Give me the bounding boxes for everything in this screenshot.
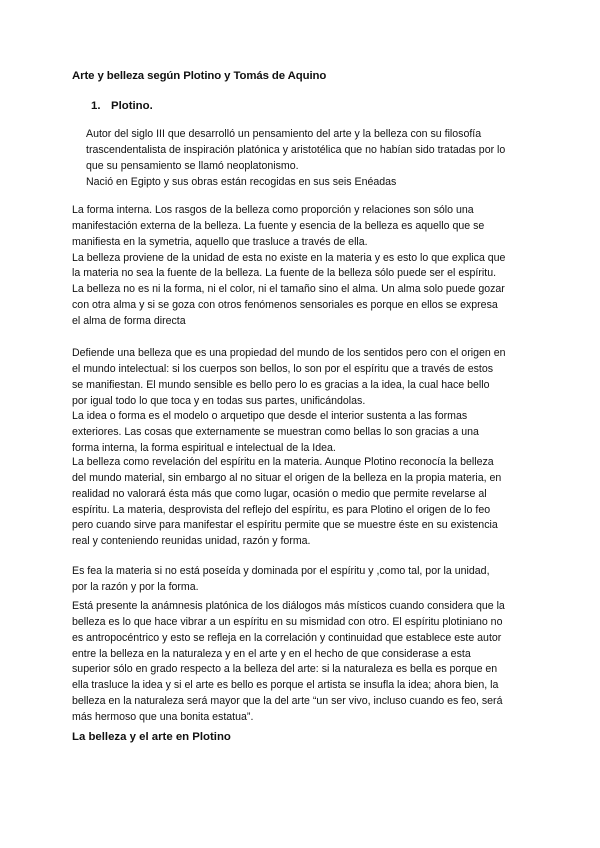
paragraph-line: la materia no sea la fuente de la belleza. La fuente de la belleza sólo puede ser el espíritu. <box>72 267 497 280</box>
paragraph-line: por la razón y por la forma. <box>72 580 199 593</box>
paragraph-line: superior sólo en grado respecto a la belleza del arte: si la naturaleza es bella es porque en <box>72 663 498 676</box>
paragraph-line: entre la belleza en la naturaleza y en el arte y en el hecho de que considerase a esta <box>72 647 471 660</box>
paragraph-line: con otra alma y si se goza con otros fenómenos sensoriales es porque en ellos se expresa <box>72 299 498 312</box>
paragraph-line: trascendentalista de inspiración platónica y aristotélica que no habían sido tratadas por lo <box>86 143 506 156</box>
paragraph-line: Defiende una belleza que es una propiedad del mundo de los sentidos pero con el origen en <box>72 347 506 359</box>
section-heading <box>91 100 153 112</box>
paragraph-line: exteriores. Las cosas que externamente se muestran como bellas lo son gracias a una <box>72 426 479 439</box>
paragraph-line: el alma de forma directa <box>72 314 186 327</box>
paragraph-line: Autor del siglo III que desarrolló un pensamiento del arte y la belleza con su filosofía <box>86 128 482 140</box>
paragraph-line: espíritu. La materia, desprovista del reflejo del espíritu, es para Plotino el origen de lo feo <box>72 503 491 516</box>
paragraph-line: Está presente la anámnesis platónica de los diálogos más místicos cuando considera que la <box>72 600 505 612</box>
subsection-heading: La belleza y el arte en Plotino <box>72 731 231 743</box>
paragraph-line: pero cuando sirve para manifestar el espíritu permite que se muestre éste en su existencia <box>72 519 498 532</box>
paragraph-line: más hermoso que una bonita estatua”. <box>72 710 254 723</box>
paragraph-line: manifiesta en la symetria, aquello que trasluce a través de ella. <box>72 235 368 248</box>
section-number: 1. <box>91 100 101 112</box>
paragraph-line: La belleza proviene de la unidad de esta no existe en la materia y es esto lo que explica que <box>72 251 506 264</box>
paragraph-line: Nació en Egipto y sus obras están recogidas en sus seis Enéadas <box>86 175 397 188</box>
paragraph-mundo-sensible <box>72 346 505 457</box>
paragraph-revelacion <box>72 455 501 550</box>
paragraph-line: que su pensamiento se llamó neoplatonismo. <box>86 159 299 172</box>
paragraph-line: Es fea la materia si no está poseída y dominada por el espíritu y ,como tal, por la unidad, <box>72 565 490 577</box>
paragraph-line: realidad no valorará ésta más que como lugar, ocasión o medio que permite revelarse al <box>72 487 487 500</box>
paragraph-anamnesis <box>72 599 505 726</box>
paragraph-line: forma interna, la forma espiritual e intelectual de la Idea. <box>72 442 336 455</box>
paragraph-line: ella trasluce la idea y si el arte es bello es porque el artista se insufla la idea; ahora bien, la <box>72 679 499 692</box>
paragraph-line: por igual todo lo que toca y en todas sus partes, unificándolas. <box>72 394 366 407</box>
paragraph-line: La forma interna. Los rasgos de la belleza como proporción y relaciones son sólo una <box>72 204 474 216</box>
paragraph-line: La idea o forma es el modelo o arquetipo que desde el interior sustenta a las formas <box>72 410 468 423</box>
paragraph-line: belleza es lo que hace vibrar a un espíritu en su mismidad con otro. El espíritu plotiniano no <box>72 615 503 628</box>
paragraph-materia-fea <box>72 564 490 596</box>
paragraph-line: se manifiestan. El mundo sensible es bello pero lo es gracias a la idea, la cual hace bello <box>72 378 490 391</box>
paragraph-forma-interna <box>72 203 505 330</box>
paragraph-line: belleza en la naturaleza será mayor que la del arte “un ser vivo, incluso cuando es feo, será <box>72 695 503 708</box>
paragraph-line: el mundo intelectual: si los cuerpos son bellos, lo son por el espíritu que a través de estos <box>72 362 494 375</box>
paragraph-line: del mundo material, sin embargo al no situar el origen de la belleza en la propia materia, en <box>72 471 502 484</box>
section-heading-text: Plotino. <box>111 100 153 112</box>
paragraph-line: La belleza como revelación del espíritu en la materia. Aunque Plotino reconocía la belleza <box>72 456 494 468</box>
paragraph-line: es antropocéntrico y esto se refleja en la correlación y continuidad que establece este autor <box>72 631 502 644</box>
document-title: Arte y belleza según Plotino y Tomás de Aquino <box>72 70 327 82</box>
paragraph-line: La belleza no es ni la forma, ni el color, ni el tamaño sino el alma. Un alma solo puede gozar <box>72 283 505 296</box>
paragraph-intro <box>86 127 505 190</box>
paragraph-line: manifestación externa de la belleza. La fuente y esencia de la belleza es aquello que se <box>72 219 485 232</box>
paragraph-line: real y conteniendo reunidas unidad, razón y forma. <box>72 535 311 548</box>
